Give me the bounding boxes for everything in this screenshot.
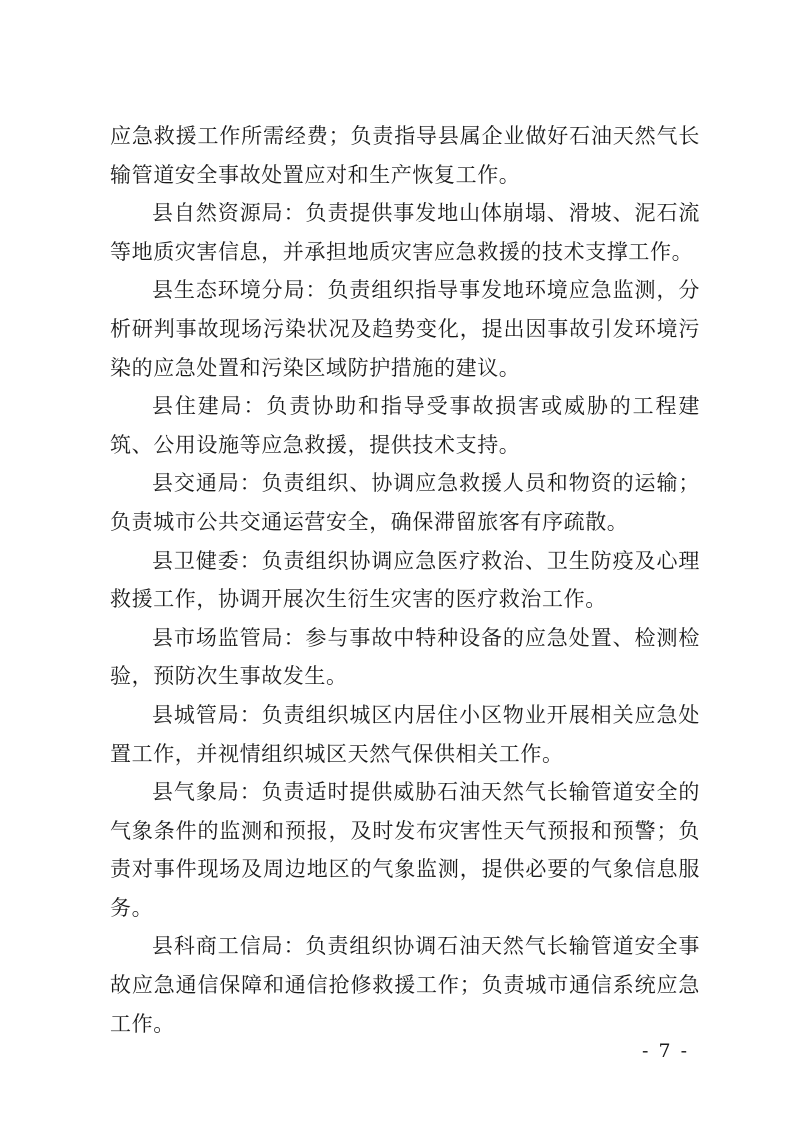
paragraph-market-supervision: 县市场监管局：参与事故中特种设备的应急处置、检测检验，预防次生事故发生。	[110, 625, 700, 689]
paragraph-continuation: 应急救援工作所需经费；负责指导县属企业做好石油天然气长输管道安全事故处置应对和生产恢复工作。	[110, 124, 700, 187]
paragraph-urban-management: 县城管局：负责组织城区内居住小区物业开展相关应急处置工作，并视情组织城区天然气保供相关工作。	[110, 702, 700, 766]
paragraph-health-commission: 县卫健委：负责组织协调应急医疗救治、卫生防疫及心理救援工作，协调开展次生衍生灾害的医疗救治工作。	[110, 548, 700, 612]
paragraph-transport: 县交通局：负责组织、协调应急救援人员和物资的运输；负责城市公共交通运营安全，确保滞留旅客有序疏散。	[110, 471, 700, 534]
paragraph-ecology-environment: 县生态环境分局：负责组织指导事发地环境应急监测，分析研判事故现场污染状况及趋势变化，提出因事故引发环境污染的应急处置和污染区域防护措施的建议。	[110, 278, 700, 380]
paragraph-science-commerce-it: 县科商工信局：负责组织协调石油天然气长输管道安全事故应急通信保障和通信抢修救援工作；负责城市通信系统应急工作。	[110, 934, 700, 1036]
paragraph-natural-resources: 县自然资源局：负责提供事发地山体崩塌、滑坡、泥石流等地质灾害信息，并承担地质灾害应急救援的技术支撑工作。	[110, 201, 700, 264]
document-body	[110, 117, 700, 1043]
paragraph-meteorology: 县气象局：负责适时提供威胁石油天然气长输管道安全的气象条件的监测和预报，及时发布灾害性天气预报和预警；负责对事件现场及周边地区的气象监测，提供必要的气象信息服务。	[110, 780, 700, 920]
paragraph-housing-construction: 县住建局：负责协助和指导受事故损害或威胁的工程建筑、公用设施等应急救援，提供技术支持。	[110, 394, 700, 457]
page-number: - 7 -	[642, 1040, 690, 1062]
